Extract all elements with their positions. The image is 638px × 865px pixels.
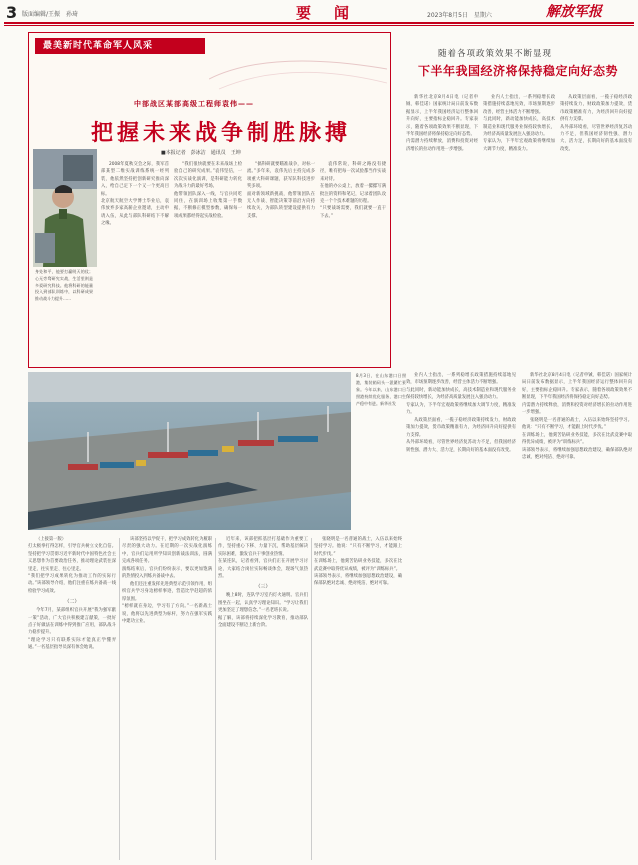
feature-banner: 最美新时代革命军人风采 <box>35 38 205 54</box>
feature-column-2 <box>174 161 242 365</box>
port-photo-caption: 8月3日，在山东港口日照港，集装箱码头一派繁忙景象。今年以来，山东港口日照港持续优化服务，港口生产稳中有进。新华社发 <box>356 373 406 406</box>
column-divider <box>119 538 120 860</box>
right-col3-text: 从政策层面看，一揽子稳经济政策持续发力，财政政策加力提效，货币政策精准有力，为经济回升向好提供有力支撑。 从外部环境看，尽管世界经济复苏动力不足，但我国经济韧性强、潜力大、活力足，长期向好的基本面没有改变。 <box>560 95 632 152</box>
column-divider <box>215 538 216 860</box>
feature-headline: 把握未来战争制胜脉搏 <box>91 120 352 146</box>
section-marker-2: （二） <box>64 599 80 606</box>
feature-kicker: 中部战区某部高级工程师袁伟—— <box>134 100 254 108</box>
bottom-col3-text: 近年来，该部把抓基层打基础作为重要工作，坚持重心下移、力量下沉，帮助基层解决实际困难，激发官兵干事创业热情。 在某连队，记者看到，官兵们正在开展学习讨论，大家结合岗位实际畅谈体会，现场气氛热烈。 <box>218 537 308 580</box>
feature-col2-text: “我们很快就要在未来战场上检验自己的研究成果。”袁伟坚信，一次次实战化演训，是科研能力转化为战斗力的最好考场。 他带领团队深入一线，与官兵同吃同住，在演训场上收集第一手数据，不断修正模型参数，确保每一项成果都经得起实战检验。 <box>174 162 242 219</box>
feature-col3-text: “搞科研就要瞄准战争，对标一流。”多年来，袁伟先后主持完成多项重大科研课题，获军队科技进步奖多项。 面对新领域新挑战，他带领团队在无人作战、智能决策等前沿方向持续攻关，为部队转型建设提供有力支撑。 <box>247 162 315 219</box>
right-lower-text-1: 业内人士指出，一系列稳增长政策措施持续落地见效，市场预期逐步改善，经营主体活力不断增强。 与此同时，新动能加快成长，高技术制造业和现代服务业保持较快增长，为经济高质量发展注入强劲动力。 专家认为，下半年宏观政策将继续加大调节力度，精准发力。 <box>406 373 516 416</box>
bottom-column-4 <box>314 536 402 862</box>
bottom-col2b-text: 他们还注重发挥先进典型示范引领作用，组织官兵学习身边榜样事迹，营造比学赶超的浓厚氛围。 “榜样就在身边，学习有了方向。”一名新战士说，他将以先进典型为标杆，努力在强军实践中建功立业。 <box>122 581 212 624</box>
bottom-col3b-text: 晚上8时，连队学习室内灯火通明。官兵们围坐在一起，认真学习理论知识。“学习让我们更加坚定了理想信念。”一名老班长说。 据了解，该部将持续深化学习教育，推动部队全面建设不断迈上新台阶。 <box>218 593 308 628</box>
portrait-caption: 身处和平，他要打赢明天的仗；心无旁骛研究实战，生活里则是多爱研究科技。他将科研的能量投入到部队训练中，以科研成果推动战斗力提升…… <box>35 269 93 302</box>
right-lower-text-2b: 张晓明是一名普通的战士，入伍以来始终坚持学习。他说：“只有不断学习，才能跟上时代步伐。” 在训练场上，他刻苦钻研业务技能，多次在比武竞赛中取得优异成绩，被评为“训练标兵”。 该部领导表示，将继续加强思想政治建设，确保部队绝对忠诚、绝对纯洁、绝对可靠。 <box>522 417 632 460</box>
section-title: 要 闻 <box>296 4 354 22</box>
newspaper-logo: 解放军报 <box>546 4 602 20</box>
feature-column-1 <box>101 161 169 365</box>
column-divider <box>311 538 312 860</box>
right-lower-column-2 <box>522 372 632 862</box>
bottom-column-1 <box>28 536 116 862</box>
feature-article-box <box>28 32 391 368</box>
bottom-column-2 <box>122 536 212 862</box>
bottom-col1-text: （上接第一版） 打太极拳打得怎样，引导官兵树立文化自信。坚持把学习贯彻习近平新时代中国特色社会主义思想作为首要政治任务，推动理论武装往深里走、往实里走、往心里走。 “我们把学习成果转化为推动工作的实际行动。”该部领导介绍，他们注重在练兵备战一线检验学习成效。 <box>28 537 116 594</box>
right-column-3 <box>560 94 632 362</box>
editor-line: 版面编辑/王振 孙琦 <box>22 11 79 18</box>
right-lower-text-2: 新华社北京8月4日电（记者申铖、韩佳诺）国家统计局日前发布数据显示，上半年我国经济运行整体回升向好，主要指标企稳回升。专家表示，随着各项政策效果不断显现，下半年我国经济将保持稳定向好态势。 内需潜力持续释放，消费和投资对经济增长的拉动作用进一步增强。 <box>522 373 632 416</box>
right-col2-text: 业内人士指出，一系列稳增长政策措施持续落地见效，市场预期逐步改善，经营主体活力不断增强。 与此同时，新动能加快成长，高技术制造业和现代服务业保持较快增长，为经济高质量发展注入强劲动力。 专家认为，下半年宏观政策将继续加大调节力度，精准发力。 <box>483 95 555 152</box>
feature-column-3 <box>247 161 315 365</box>
bottom-col4-text: 张晓明是一名普通的战士，入伍以来始终坚持学习。他说：“只有不断学习，才能跟上时代步伐。” 在训练场上，他刻苦钻研业务技能，多次在比武竞赛中取得优异成绩，被评为“训练标兵”。 该部领导表示，将继续加强思想政治建设，确保部队绝对忠诚、绝对纯洁、绝对可靠。 <box>314 537 402 587</box>
masthead-rule-thin <box>4 25 634 26</box>
page-number: 3 <box>6 3 18 22</box>
bottom-col1b-text: 今年7月，某部组织官兵开展“我为强军献一策”活动，广大官兵积极建言献策，一批好点子好做法在训练中得到推广应用，部队战斗力稳步提升。 “理论学习只有联系实际才能真正学懂弄通。”一名基层指导员深有体会地说。 <box>28 608 116 651</box>
feature-col1-text: 2008年夏秋交会之际，我军首部某型二维实战训练系统一经列装，他依然坚持把创新研究推向深入，给自己定下一个又一个更高目标。 北京航天航空大学博士毕业后，袁伟放弃多家高薪企业邀请，主动申请入伍，从此与部队科研结下不解之缘。 <box>101 162 169 227</box>
feature-column-4 <box>320 161 386 365</box>
feature-decoration-icon <box>209 39 387 95</box>
portrait-photo <box>33 149 97 267</box>
feature-byline: ■本报记者 彭冰洁 通讯员 王坤 <box>161 150 241 156</box>
right-lower-text-1b: 从政策层面看，一揽子稳经济政策持续发力，财政政策加力提效，货币政策精准有力，为经济回升向好提供有力支撑。 从外部环境看，尽管世界经济复苏动力不足，但我国经济韧性强、潜力大、活力足，长期向好的基本面没有改变。 <box>406 417 516 453</box>
feature-col4-text: 袁伟常说，科研之路没有捷径，唯有把每一次试验都当作实战来对待。 在他的办公桌上，放着一摞摞写满批注的资料和笔记，记录着团队攻克一个个技术难题的历程。 “只要战场需要，我们就要一直干下去。” <box>320 162 386 219</box>
right-col1-text: 新华社北京8月4日电（记者申铖、韩佳诺）国家统计局日前发布数据显示，上半年我国经济运行整体回升向好，主要指标企稳回升。专家表示，随着各项政策效果不断显现，下半年我国经济将保持稳定向好态势。 内需潜力持续释放，消费和投资对经济增长的拉动作用进一步增强。 <box>406 95 478 152</box>
right-article-headline: 下半年我国经济将保持稳定向好态势 <box>418 64 619 78</box>
masthead-rule <box>4 22 634 24</box>
issue-date: 2023年8月5日 星期六 <box>427 12 492 19</box>
bottom-column-3 <box>218 536 308 862</box>
section-marker-3: （三） <box>255 584 271 591</box>
right-column-2 <box>483 94 555 362</box>
right-lower-column-1 <box>406 372 516 862</box>
port-aerial-photo <box>28 372 351 530</box>
right-column-1 <box>406 94 478 362</box>
right-article-subtitle: 随着各项政策效果不断显现 <box>438 49 553 59</box>
masthead <box>0 0 638 24</box>
bottom-col2-text: 该部坚持以学促干，把学习成效转化为履职尽责的强大动力。在近期的一次实战化演练中，官兵们运用所学知识创新战法训法，圆满完成各项任务。 演练结束后，官兵们纷纷表示，要以更加饱满的热情投入到练兵备战中去。 <box>122 537 212 580</box>
